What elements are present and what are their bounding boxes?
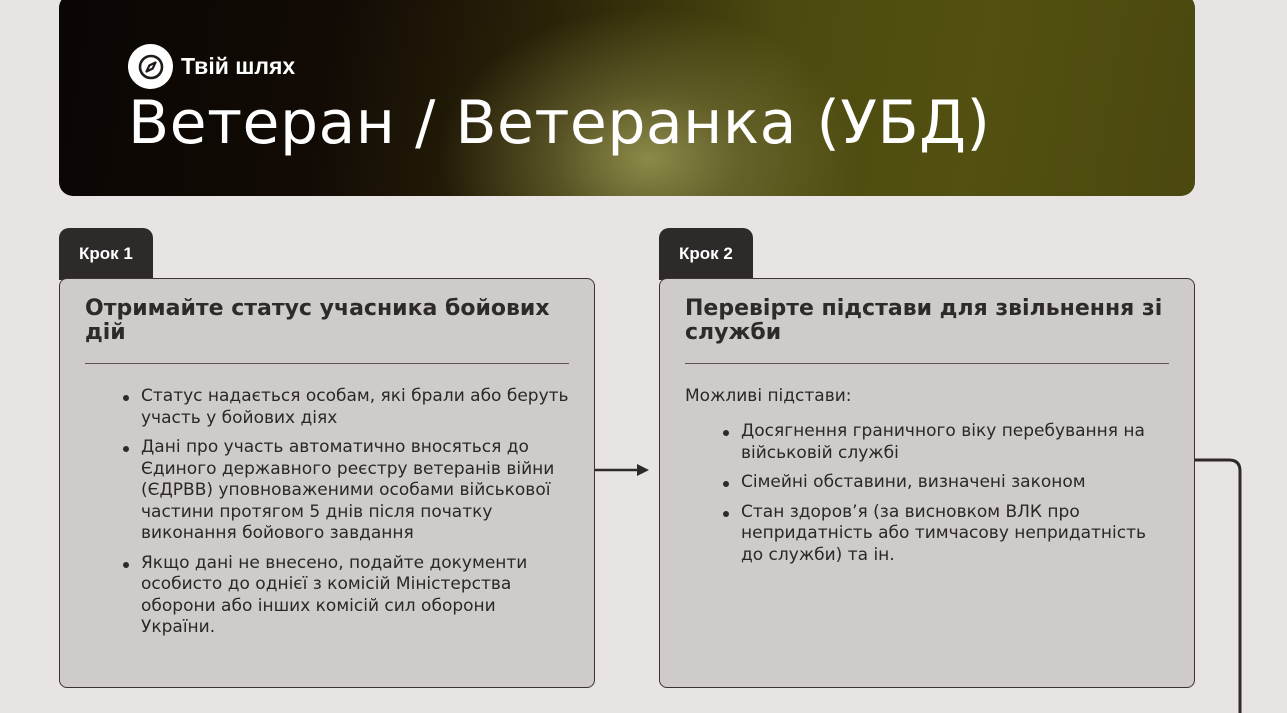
step-1-list — [85, 386, 569, 639]
list-item: Досягнення граничного віку перебування на військовій службі — [721, 421, 1169, 464]
connector-line — [1195, 455, 1245, 713]
list-item: Дані про участь автоматично вносяться до Єдиного державного реєстру ветеранів війни (ЄДРВВ) уповноваженими особами військової частини протягом 5 днів після початку виконання бойового завдання — [121, 437, 569, 545]
step-2-lead: Можливі підстави: — [685, 386, 852, 406]
step-1-title: Отримайте статус учасника бойових дій — [85, 296, 550, 345]
step-1-divider — [85, 363, 569, 364]
hero-tag — [128, 44, 295, 89]
step-2-card — [659, 278, 1195, 688]
page-title: Ветеран / Ветеранка (УБД) — [128, 88, 991, 158]
step-2-list — [685, 421, 1169, 566]
step-1-tab: Крок 1 — [59, 228, 153, 280]
step-2-divider — [685, 363, 1169, 364]
step-2-title: Перевірте підстави для звільнення зі служби — [685, 296, 1163, 345]
arrow-right-icon — [595, 460, 655, 480]
compass-icon — [128, 44, 173, 89]
step-1-card — [59, 278, 595, 688]
step-2-tab: Крок 2 — [659, 228, 753, 280]
hero-tag-label: Твій шлях — [181, 53, 296, 79]
list-item: Якщо дані не внесено, подайте документи особисто до однієї з комісій Міністерства оборони або інших комісій сил оборони України. — [121, 553, 569, 639]
hero-banner — [59, 0, 1195, 196]
list-item: Сімейні обставини, визначені законом — [721, 472, 1169, 494]
list-item: Статус надається особам, які брали або беруть участь у бойових діях — [121, 386, 569, 429]
list-item: Стан здоров’я (за висновком ВЛК про непридатність або тимчасову непридатність до служби) та ін. — [721, 502, 1169, 567]
